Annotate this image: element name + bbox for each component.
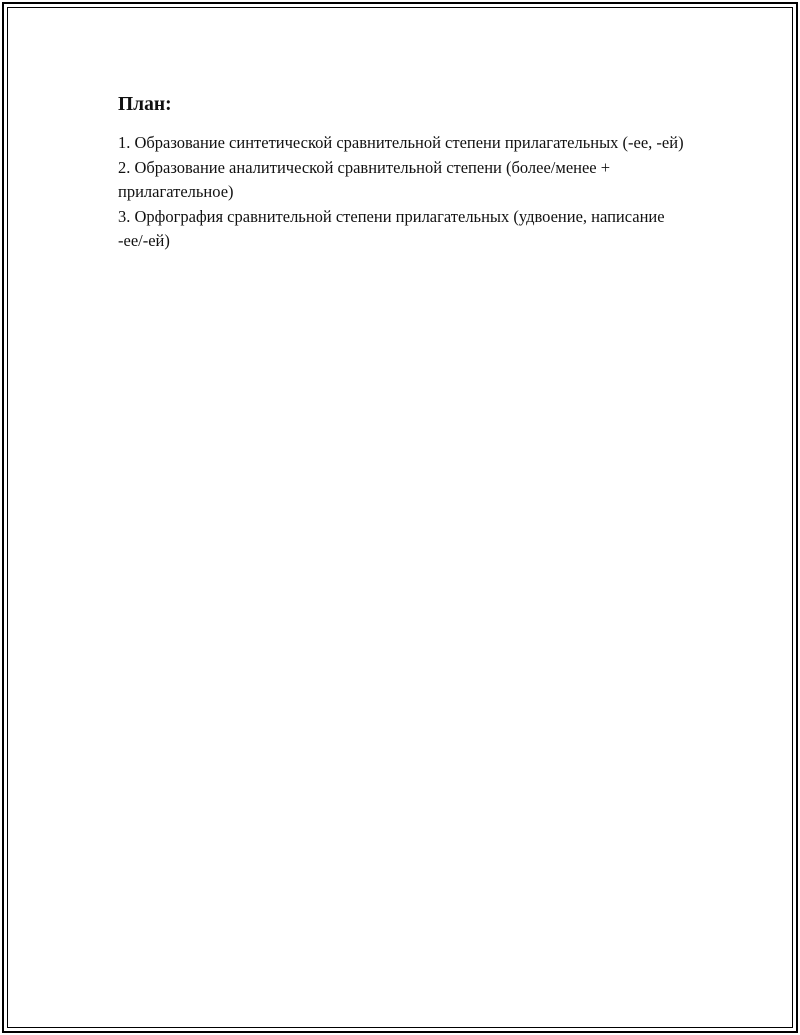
plan-item-3: 3. Орфография сравнительной степени прилагательных (удвоение, написание -ее/-ей) [118,206,665,250]
plan-item-1: 1. Образование синтетической сравнительной степени прилагательных (-ее, -ей) [118,133,684,152]
plan-list [118,131,688,254]
plan-heading: План: [118,94,172,115]
document-body [118,92,688,254]
plan-item-2: 2. Образование аналитической сравнительной степени (более/менее + прилагательное) [118,157,611,201]
